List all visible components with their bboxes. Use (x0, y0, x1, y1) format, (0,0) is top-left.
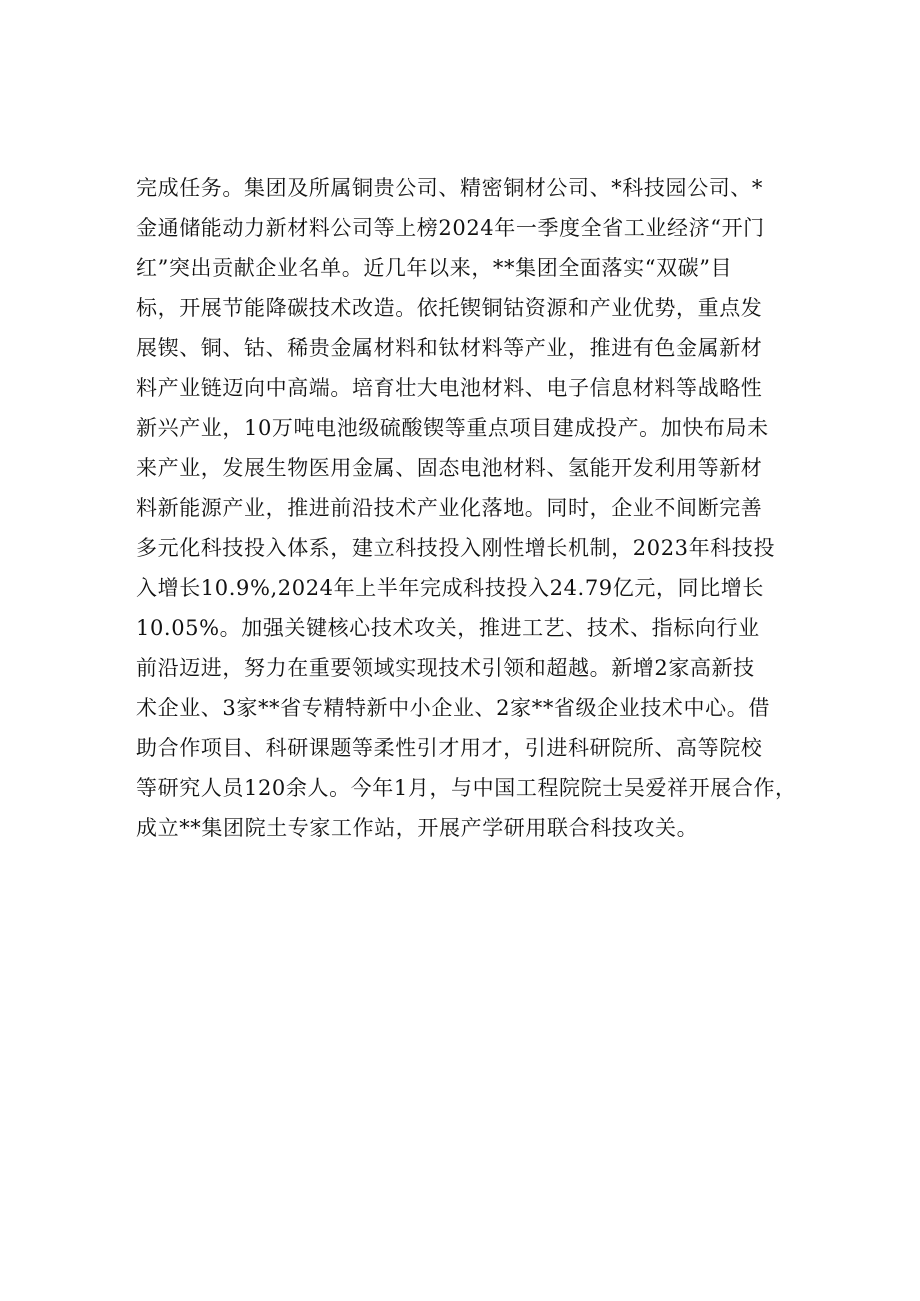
text-line: 完成任务。集团及所属铜贵公司、精密铜材公司、*科技园公司、* (136, 176, 763, 200)
text-line: 红”突出贡献企业名单。近几年以来，**集团全面落实“双碳”目 (136, 256, 733, 280)
text-line: 入增长10.9%,2024年上半年完成科技投入24.79亿元，同比增长 (136, 576, 764, 600)
text-line: 料产业链迈向中高端。培育壮大电池材料、电子信息材料等战略性 (136, 376, 763, 400)
text-line: 术企业、3家**省专精特新中小企业、2家**省级企业技术中心。借 (136, 696, 770, 720)
text-line: 来产业，发展生物医用金属、固态电池材料、氢能开发利用等新材 (136, 456, 763, 480)
text-line: 助合作项目、科研课题等柔性引才用才，引进科研院所、高等院校 (136, 736, 763, 760)
text-line: 新兴产业，10万吨电池级硫酸锲等重点项目建成投产。加快布局未 (136, 416, 769, 440)
text-line: 金通储能动力新材料公司等上榜2024年一季度全省工业经济“开门 (136, 216, 765, 240)
text-line: 等研究人员120余人。今年1月，与中国工程院院士吴爱祥开展合作， (136, 776, 797, 800)
body-paragraph (136, 168, 816, 848)
text-line: 标，开展节能降碳技术改造。依托锲铜钴资源和产业优势，重点发 (136, 296, 763, 320)
text-line: 多元化科技投入体系，建立科技投入刚性增长机制，2023年科技投 (136, 536, 776, 560)
text-line: 10.05%。加强关键核心技术攻关，推进工艺、技术、指标向行业 (136, 616, 760, 640)
text-line: 成立**集团院土专家工作站，开展产学研用联合科技攻关。 (136, 816, 699, 840)
text-line: 前沿迈进，努力在重要领域实现技术引领和超越。新增2家高新技 (136, 656, 755, 680)
text-line: 展锲、铜、钴、稀贵金属材料和钛材料等产业，推进有色金属新材 (136, 336, 763, 360)
text-line: 料新能源产业，推进前沿技术产业化落地。同时，企业不间断完善 (136, 496, 763, 520)
